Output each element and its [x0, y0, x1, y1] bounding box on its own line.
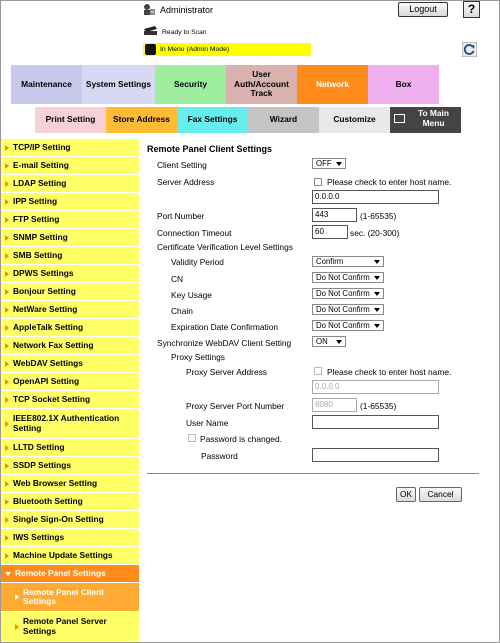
sidebar-item-webdav[interactable]: WebDAV Settings	[0, 355, 139, 373]
proxy-host-name-checkbox[interactable]	[314, 367, 322, 375]
client-setting-select[interactable]: OFF	[312, 158, 346, 169]
divider	[147, 473, 479, 474]
help-button[interactable]: ?	[463, 1, 480, 18]
key-usage-label: Key Usage	[171, 290, 212, 300]
validity-period-select[interactable]: Confirm	[312, 256, 384, 267]
tab-store-address[interactable]: Store Address	[106, 107, 177, 133]
cn-select[interactable]: Do Not Confirm	[312, 272, 384, 283]
sidebar-item-openapi[interactable]: OpenAPI Setting	[0, 373, 139, 391]
tab-user-auth[interactable]: User Auth/Account Track	[226, 65, 297, 104]
sidebar-item-appletalk[interactable]: AppleTalk Setting	[0, 319, 139, 337]
tab-wizard[interactable]: Wizard	[248, 107, 319, 133]
sidebar-item-remote-panel-server[interactable]: Remote Panel Server Settings	[0, 612, 139, 642]
administrator-label: Administrator	[160, 5, 214, 15]
refresh-icon[interactable]	[462, 42, 477, 57]
sidebar-item-single-sign-on[interactable]: Single Sign-On Setting	[0, 511, 139, 529]
password-input[interactable]	[312, 448, 439, 462]
tab-security[interactable]: Security	[155, 65, 226, 104]
sidebar-item-machine-update[interactable]: Machine Update Settings	[0, 547, 139, 565]
tab-network[interactable]: Network	[297, 65, 368, 104]
client-setting-label: Client Setting	[157, 160, 207, 170]
sidebar-item-remote-panel[interactable]: Remote Panel Settings	[0, 565, 139, 583]
user-name-label: User Name	[186, 418, 229, 428]
chain-label: Chain	[171, 306, 193, 316]
host-name-checkbox[interactable]	[314, 178, 322, 186]
password-changed-checkbox[interactable]	[188, 434, 196, 442]
tab-box[interactable]: Box	[368, 65, 439, 104]
sidebar-item-network-fax[interactable]: Network Fax Setting	[0, 337, 139, 355]
sidebar-item-iws[interactable]: IWS Settings	[0, 529, 139, 547]
sidebar-item-snmp[interactable]: SNMP Setting	[0, 229, 139, 247]
proxy-address-input[interactable]: 0.0.0.0	[312, 380, 439, 394]
expiration-label: Expiration Date Confirmation	[171, 322, 279, 332]
key-usage-select[interactable]: Do Not Confirm	[312, 288, 384, 299]
sidebar-item-ieee8021x[interactable]: IEEE802.1X Authentication Setting	[0, 409, 139, 439]
chain-select[interactable]: Do Not Confirm	[312, 304, 384, 315]
to-main-menu-button[interactable]	[390, 107, 461, 133]
host-name-check-label: Please check to enter host name.	[327, 177, 452, 187]
sidebar-item-remote-panel-client[interactable]: Remote Panel Client Settings	[0, 583, 139, 612]
proxy-port-label: Proxy Server Port Number	[186, 401, 285, 411]
sidebar-item-email[interactable]: E-mail Setting	[0, 157, 139, 175]
main-menu-label: To Main Menu	[417, 108, 449, 128]
sidebar-item-ipp[interactable]: IPP Setting	[0, 193, 139, 211]
sidebar-item-bluetooth[interactable]: Bluetooth Setting	[0, 493, 139, 511]
port-range-text: (1-65535)	[360, 211, 397, 221]
timeout-unit-text: sec. (20-300)	[350, 228, 400, 238]
tab-print-setting[interactable]: Print Setting	[35, 107, 106, 133]
user-name-input[interactable]	[312, 415, 439, 429]
sidebar-item-ldap[interactable]: LDAP Setting	[0, 175, 139, 193]
page-title: Remote Panel Client Settings	[147, 144, 273, 154]
cn-label: CN	[171, 274, 184, 284]
main-menu-icon	[394, 114, 405, 123]
server-address-label: Server Address	[157, 177, 215, 187]
mode-text: In Menu (Admin Mode)	[160, 46, 230, 53]
tab-system-settings[interactable]: System Settings	[82, 65, 155, 104]
validity-period-label: Validity Period	[171, 257, 224, 267]
sidebar-item-ssdp[interactable]: SSDP Settings	[0, 457, 139, 475]
sidebar-item-tcp-socket[interactable]: TCP Socket Setting	[0, 391, 139, 409]
sidebar-item-bonjour[interactable]: Bonjour Setting	[0, 283, 139, 301]
server-address-input[interactable]: 0.0.0.0	[312, 190, 439, 204]
sidebar-item-tcpip[interactable]: TCP/IP Setting	[0, 139, 139, 157]
tab-customize[interactable]: Customize	[319, 107, 390, 133]
password-changed-label: Password is changed.	[200, 434, 282, 444]
proxy-port-range-text: (1-65535)	[360, 401, 397, 411]
tab-maintenance[interactable]: Maintenance	[11, 65, 82, 104]
webdav-sync-label: Synchronize WebDAV Client Setting	[157, 338, 292, 348]
proxy-port-input[interactable]: 8080	[312, 398, 357, 412]
connection-timeout-label: Connection Timeout	[157, 228, 232, 238]
sidebar-item-smb[interactable]: SMB Setting	[0, 247, 139, 265]
status-text: Ready to Scan	[162, 29, 207, 36]
cert-verification-label: Certificate Verification Level Settings	[157, 242, 293, 252]
logout-button[interactable]: Logout	[398, 2, 448, 17]
proxy-settings-label: Proxy Settings	[171, 352, 225, 362]
ok-button[interactable]: OK	[396, 487, 416, 502]
tab-fax-settings[interactable]: Fax Settings	[177, 107, 248, 133]
scanner-icon	[143, 25, 158, 37]
proxy-host-check-label: Please check to enter host name.	[327, 367, 452, 377]
sidebar-item-netware[interactable]: NetWare Setting	[0, 301, 139, 319]
sidebar-item-dpws[interactable]: DPWS Settings	[0, 265, 139, 283]
cancel-button[interactable]: Cancel	[419, 487, 462, 502]
port-number-input[interactable]: 443	[312, 208, 357, 222]
connection-timeout-input[interactable]: 60	[312, 225, 348, 239]
sidebar	[0, 139, 139, 643]
expiration-select[interactable]: Do Not Confirm	[312, 320, 384, 331]
sidebar-item-web-browser[interactable]: Web Browser Setting	[0, 475, 139, 493]
proxy-address-label: Proxy Server Address	[186, 367, 267, 377]
administrator-icon	[143, 3, 156, 16]
port-number-label: Port Number	[157, 211, 205, 221]
mode-bar	[143, 43, 311, 56]
sidebar-item-ftp[interactable]: FTP Setting	[0, 211, 139, 229]
password-label: Password	[201, 451, 238, 461]
webdav-sync-select[interactable]: ON	[312, 336, 346, 347]
sidebar-item-lltd[interactable]: LLTD Setting	[0, 439, 139, 457]
menu-icon	[145, 44, 156, 55]
